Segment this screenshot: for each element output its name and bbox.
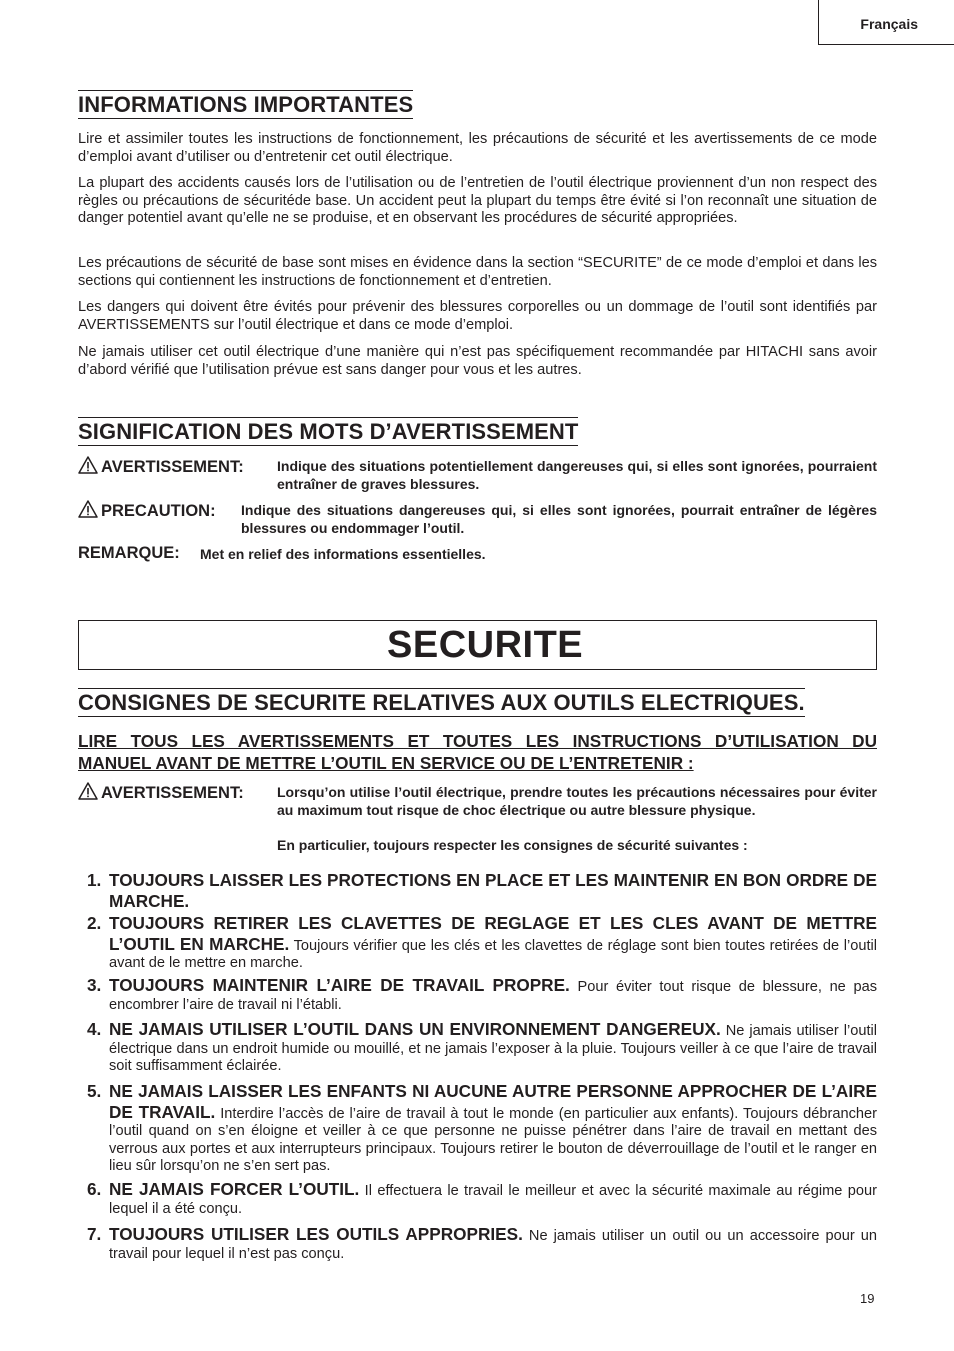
language-tab [818, 0, 954, 45]
item-body [109, 914, 877, 973]
item-lead: TOUJOURS RETIRER LES CLAVETTES DE REGLAGE ET LES CLES AVANT DE METTRE L’OUTIL EN MARCHE. [109, 913, 877, 954]
safety-warning-label: AVERTISSEMENT: [101, 784, 244, 802]
caution-text: Indique des situations dangereuses qui, si elles sont ignorées, pourrait entraîner de légères blessures ou endommager l’outil. [241, 502, 877, 536]
read-instructions-line2: MANUEL AVANT DE METTRE L’OUTIL EN SERVICE OU DE L’ENTRETENIR : [78, 753, 694, 773]
caution-definition [78, 500, 877, 536]
item-text: Ne jamais utiliser l’outil électrique dans un endroit humide ou mouillé, et ne jamais l’exposer à la pluie. Toujours veiller à ce que l’aire de travail soit suffisamment éclairée. [109, 1023, 877, 1075]
item-text: Ne jamais utiliser un outil ou un accessoire pour un travail pour lequel il n’est pas conçu. [109, 1228, 878, 1262]
item-number: 5. [87, 1081, 102, 1101]
safety-warning-text: Lorsqu’on utilise l’outil électrique, prendre toutes les précautions nécessaires pour éviter au maximum tout risque de choc électrique ou autre blessure physique. [277, 784, 877, 818]
item-body [109, 1082, 877, 1176]
section-title-consignes: CONSIGNES DE SECURITE RELATIVES AUX OUTILS ELECTRIQUES. [78, 690, 805, 715]
warning-triangle-icon [78, 456, 98, 474]
item-lead: NE JAMAIS UTILISER L’OUTIL DANS UN ENVIRONNEMENT DANGEREUX. [109, 1019, 721, 1039]
safety-warning-text-2: En particulier, toujours respecter les consignes de sécurité suivantes : [277, 837, 748, 853]
paragraph: Ne jamais utiliser cet outil électrique d’une manière qui n’est pas spécifiquement recommandée par HITACHI sans avoir d’abord vérifié que l’utilisation prévue est sans danger pour vous et les autres. [78, 344, 877, 378]
item-text: Pour éviter tout risque de blessure, ne pas encombrer l’aire de travail ni l’établi. [109, 979, 877, 1013]
section-title-informations: INFORMATIONS IMPORTANTES [78, 92, 414, 117]
item-body [109, 976, 877, 1014]
warning-triangle-icon [78, 782, 98, 800]
item-text: Il effectuera le travail le meilleur et avec la sécurité maximale au régime pour lequel il a été conçu. [109, 1183, 877, 1217]
warning-definition [78, 456, 877, 492]
warning-label: AVERTISSEMENT: [101, 458, 244, 476]
item-text: Interdire l’accès de l’aire de travail à tout le monde (en particulier aux enfants). Toujours débrancher l’outil quand on s’en éloigne et veiller à ce que personne ne puisse pénétrer dans l’aire de travail en mettant des verrous aux portes et aux interrupteurs principaux. Toujours retirer le bouton de déverrouillage de l’outil et le ranger en lieu sûr lorsqu’on ne s’en sert pas. [109, 1105, 877, 1175]
safety-warning-label-wrap [78, 782, 244, 802]
read-instructions-line1: LIRE TOUS LES AVERTISSEMENTS ET TOUTES LES INSTRUCTIONS D’UTILISATION DU [78, 731, 877, 751]
note-label: REMARQUE: [78, 544, 180, 562]
item-number: 3. [87, 975, 102, 995]
caution-label: PRECAUTION: [101, 502, 216, 520]
item-body [109, 1225, 877, 1263]
item-number: 1. [87, 870, 102, 890]
item-text: Toujours vérifier que les clés et les clavettes de réglage sont bien toutes retirées de l’outil avant de le mettre en marche. [109, 937, 877, 972]
item-number: 7. [87, 1224, 102, 1244]
paragraph: La plupart des accidents causés lors de l’utilisation ou de l’entretien de l’outil électrique proviennent d’un non respect des règles ou précautions de sécuritéde base. Un accident peut la plupart du temps être évité si l’on reconnaît une situation de danger potentiel avant qu’elle ne se produise, et en observant les procédures de sécurité appropriées. [78, 175, 877, 227]
item-lead: NE JAMAIS FORCER L’OUTIL. [109, 1179, 360, 1199]
item-lead: TOUJOURS LAISSER LES PROTECTIONS EN PLACE ET LES MAINTENIR EN BON ORDRE DE MARCHE. [109, 870, 877, 911]
paragraph: Les dangers qui doivent être évités pour prévenir des blessures corporelles ou un dommage de l’outil sont identifiés par AVERTISSEMENTS sur l’outil électrique et dans ce mode d’emploi. [78, 299, 877, 333]
securite-banner [78, 620, 877, 670]
section-title-signification: SIGNIFICATION DES MOTS D’AVERTISSEMENT [78, 419, 579, 444]
item-number: 2. [87, 913, 102, 933]
paragraph: Lire et assimiler toutes les instructions de fonctionnement, les précautions de sécurité et les avertissements de ce mode d’emploi avant d’utiliser ou d’entretenir cet outil électrique. [78, 131, 877, 165]
safety-warning [78, 782, 877, 854]
item-body [109, 1180, 877, 1218]
warning-label-wrap [78, 456, 244, 476]
read-instructions-heading [78, 730, 877, 774]
item-lead: TOUJOURS MAINTENIR L’AIRE DE TRAVAIL PROPRE. [109, 975, 570, 995]
item-body [109, 1020, 877, 1076]
note-definition [78, 544, 877, 564]
caution-triangle-icon [78, 500, 98, 518]
item-lead: TOUJOURS UTILISER LES OUTILS APPROPRIES. [109, 1224, 523, 1244]
securite-banner-title: SECURITE [387, 624, 584, 666]
item-body [109, 871, 877, 912]
page-number: 19 [860, 1291, 875, 1306]
paragraph: Les précautions de sécurité de base sont mises en évidence dans la section “SECURITE” de ce mode d’emploi et dans les sections qui contiennent les instructions de fonctionnement et d’entretien. [78, 255, 877, 289]
caution-label-wrap [78, 500, 216, 520]
language-label: Français [860, 16, 918, 32]
item-lead: NE JAMAIS LAISSER LES ENFANTS NI AUCUNE AUTRE PERSONNE APPROCHER DE L’AIRE DE TRAVAIL. [109, 1081, 877, 1122]
warning-text: Indique des situations potentiellement dangereuses qui, si elles sont ignorées, pourraient entraîner de graves blessures. [277, 458, 877, 492]
item-number: 4. [87, 1019, 102, 1039]
note-text: Met en relief des informations essentielles. [200, 546, 486, 562]
item-number: 6. [87, 1179, 102, 1199]
